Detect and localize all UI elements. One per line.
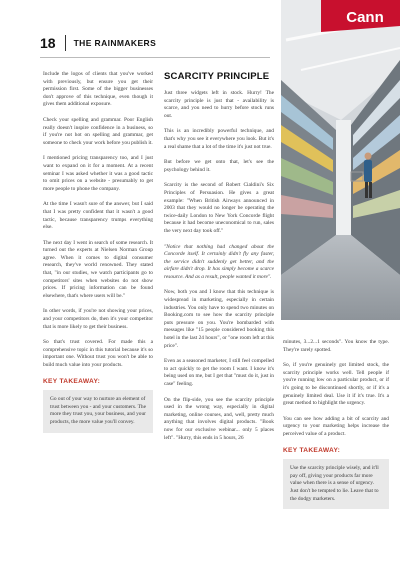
paragraph: minutes, 3...2...1 seconds". You know the type. They're rarely spotted. — [283, 339, 389, 353]
supermarket-photo — [281, 0, 400, 320]
supermarket-aisle-illustration — [281, 0, 400, 320]
key-takeaway-1 — [43, 378, 153, 433]
running-title: THE RAINMAKERS — [73, 38, 157, 48]
header-divider — [65, 35, 66, 51]
quote-paragraph: "Notice that nothing had changed about the Concorde itself. It certainly didn't fly any faster, the service didn't suddenly get better, and the airfare didn't drop. It has simply become a scarce resource. And as a result, people wanted it more". — [164, 243, 274, 280]
column-3 — [283, 339, 389, 509]
paragraph: On the flip-side, you see the scarcity principle used in the wrong way, especially in digital marketing, online courses, and, well, pretty much anything that involves digital products. "Book now for our exclusive webinar... only 5 places left". "Hurry, this ends in 5 hours, 26 — [164, 396, 274, 441]
paragraph: Now, both you and I know that this technique is widespread in marketing, especially in certain industries. You only have to spend two minutes on Booking.com to see how the scarcity principle puts pressure on you. You're bombarded with messages like "15 people considered booking this hotel in the last 24 hours", or "one room left at this price". — [164, 289, 274, 349]
key-takeaway-title: KEY TAKEAWAY: — [283, 446, 341, 454]
page-header — [40, 34, 156, 52]
paragraph: But before we get onto that, let's see the psychology behind it. — [164, 159, 274, 173]
column-2 — [164, 71, 274, 450]
key-takeaway-2 — [283, 447, 389, 510]
paragraph: In other words, if you're not showing your prices, and your competitors do, then it's your competitor that is more likely to get their business. — [43, 308, 153, 330]
paragraph: Even as a seasoned marketer, I still feel compelled to act quickly to get the room I want. I know it's being used on me, but I get that "must do it, just in case" feeling. — [164, 358, 274, 387]
paragraph: At the time I wasn't sure of the answer, but I said that I was pretty confident that it wasn't a good tactic, because transparency trumps everything else. — [43, 201, 153, 231]
page-number: 18 — [40, 35, 56, 51]
shopper — [364, 160, 372, 182]
paragraph: So, if you're genuinely got limited stock, the scarcity principle works well. Tell people if you're running low on a particular product, or if it's going to be discontinued shortly, or if it's a genuinely limited deal. Use it if it's true. It's a great method to highlight the urgency. — [283, 362, 389, 407]
paragraph: You can see how adding a bit of scarcity and urgency to your marketing helps increase the perceived value of a product. — [283, 415, 389, 437]
section-title: SCARCITY PRINCIPLE — [164, 71, 270, 82]
paragraph: Just three widgets left in stock. Hurry! The scarcity principle is just that - availability is scarce, and you need to hurry before stock runs out. — [164, 90, 274, 119]
paragraph: The next day I went in search of some research. It turned out the experts at Nielsen Norman Group agree. When it comes to digital consumer research, they've world renowned. They stated that, "in our studies, we watch participants go to competitors' sites when websites do not show prices. If pricing information can be found elsewhere, that's where users will be." — [43, 239, 153, 299]
key-takeaway-box: Go out of your way to nurture an element of trust between you - and your customers. The more they trust you, your business, and your products, the more value you'll convey. — [43, 390, 153, 432]
key-takeaway-title: KEY TAKEAWAY: — [43, 377, 101, 385]
paragraph: I mentioned pricing transparency too, and I just want to expand on it for a moment. At a recent seminar I was asked whether it was a good tactic to omit prices on a website - presumably to get more people to phone the company. — [43, 155, 153, 192]
column-1 — [43, 71, 153, 433]
key-takeaway-box: Use the scarcity principle wisely, and it'll pay off, giving your products far more value when there is a sense of urgency. Just don't be tempted to lie. Leave that to the dodgy marketers. — [283, 459, 389, 509]
paragraph: Check your spelling and grammar. Poor English really doesn't inspire confidence in a business, so if you're not hot on spelling and grammar, get someone to check your work before you publish it. — [43, 116, 153, 146]
paragraph: Include the logos of clients that you've worked with previously, but ensure you get their permission first. Some of the bigger businesses don't approve of this technique, even though it gives them additional exposure. — [43, 71, 153, 108]
header-rule — [40, 57, 270, 58]
store-sign-text: Cann — [346, 9, 384, 26]
paragraph: Scarcity is the second of Robert Cialdini's Six Principles of Persuasion. He gives a great example: "When British Airways announced in 2003 that they would no longer be operating the twice-daily London to New York Concorde flight because it had become uneconomical to run, sales the very next day took off." — [164, 182, 274, 234]
paragraph: This is an incredibly powerful technique, and that's why you see it everywhere you look. But it's a real shame that a lot of the time it's just not true. — [164, 128, 274, 150]
paragraph: So that's trust covered. For made this a comprehensive topic in this tutorial because it's so important one. Without trust you won't be able to build much value into your products. — [43, 339, 153, 368]
